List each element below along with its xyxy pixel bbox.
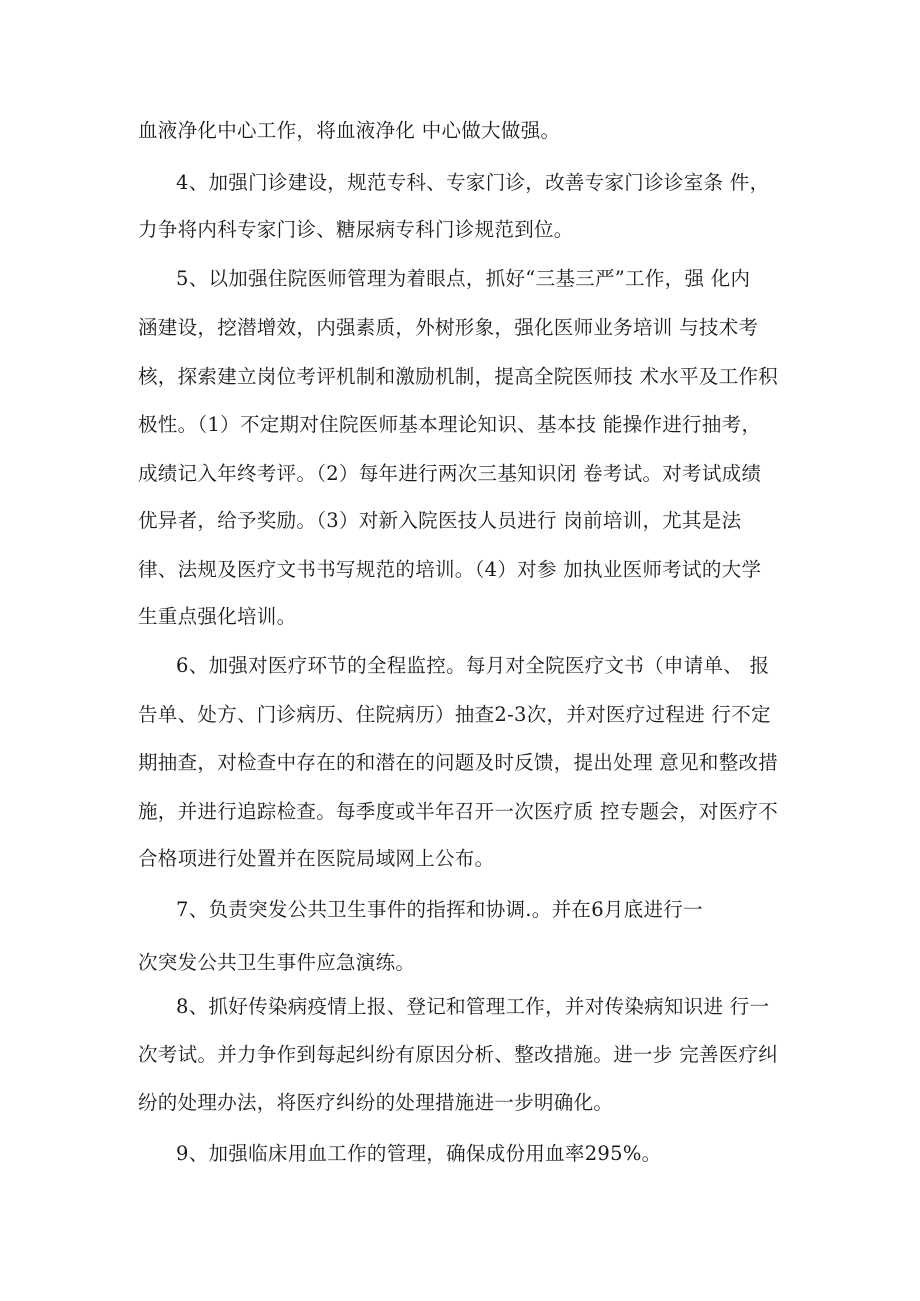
text-line-4: 5、以加强住院医师管理为着眼点，抓好“三基三严”工作，强 化内 (176, 267, 751, 290)
text-line-22: 9、加强临床用血工作的管理，确保成份用血率295%。 (176, 1142, 662, 1165)
text-line-21: 纷的处理办法，将医疗纠纷的处理措施进一步明确化。 (138, 1091, 614, 1114)
text-line-12: 6、加强对医疗环节的全程监控。每月对全院医疗文书（申请单、 报 (176, 654, 770, 677)
text-line-17: 7、负责突发公共卫生事件的指挥和协调.。并在6月底进行一 (176, 898, 703, 921)
text-line-3: 力争将内科专家门诊、糖尿病专科门诊规范到位。 (138, 218, 574, 241)
text-line-9: 优异者，给予奖励。（3）对新入院医技人员进行 岗前培训，尤其是法 (138, 509, 742, 532)
text-line-5: 涵建设，挖潜增效，内强素质，外树形象，强化医师业务培训 与技术考 (138, 316, 759, 339)
text-line-20: 次考试。并力争作到每起纠纷有原因分析、整改措施。进一步 完善医疗纠 (138, 1043, 779, 1066)
text-line-2: 4、加强门诊建设，规范专科、专家门诊，改善专家门诊诊室条 件， (176, 171, 770, 194)
text-line-1: 血液净化中心工作，将血液净化 中心做大做强。 (138, 119, 561, 142)
text-line-14: 期抽查，对检查中存在的和潜在的问题及时反馈，提出处理 意见和整改措 (138, 751, 779, 774)
text-line-11: 生重点强化培训。 (138, 605, 297, 628)
text-line-13: 告单、处方、门诊病历、住院病历）抽查2-3次，并对医疗过程进 行不定 (138, 703, 771, 726)
text-line-10: 律、法规及医疗文书书写规范的培训。（4）对参 加执业医师考试的大学 (138, 558, 762, 581)
text-line-6: 核，探索建立岗位考评机制和激励机制，提高全院医师技 术水平及工作积 (138, 365, 779, 388)
text-line-8: 成绩记入年终考评。（2）每年进行两次三基知识闭 卷考试。对考试成绩 (138, 462, 762, 485)
text-line-18: 次突发公共卫生事件应急演练。 (138, 951, 416, 974)
text-line-16: 合格项进行处置并在医院局域网上公布。 (138, 847, 495, 870)
text-line-7: 极性。（1）不定期对住院医师基本理论知识、基本技 能操作进行抽考， (138, 413, 762, 436)
text-line-19: 8、抓好传染病疫情上报、登记和管理工作，并对传染病知识进 行一 (176, 995, 770, 1018)
text-line-15: 施，并进行追踪检查。每季度或半年召开一次医疗质 控专题会，对医疗不 (138, 800, 779, 823)
